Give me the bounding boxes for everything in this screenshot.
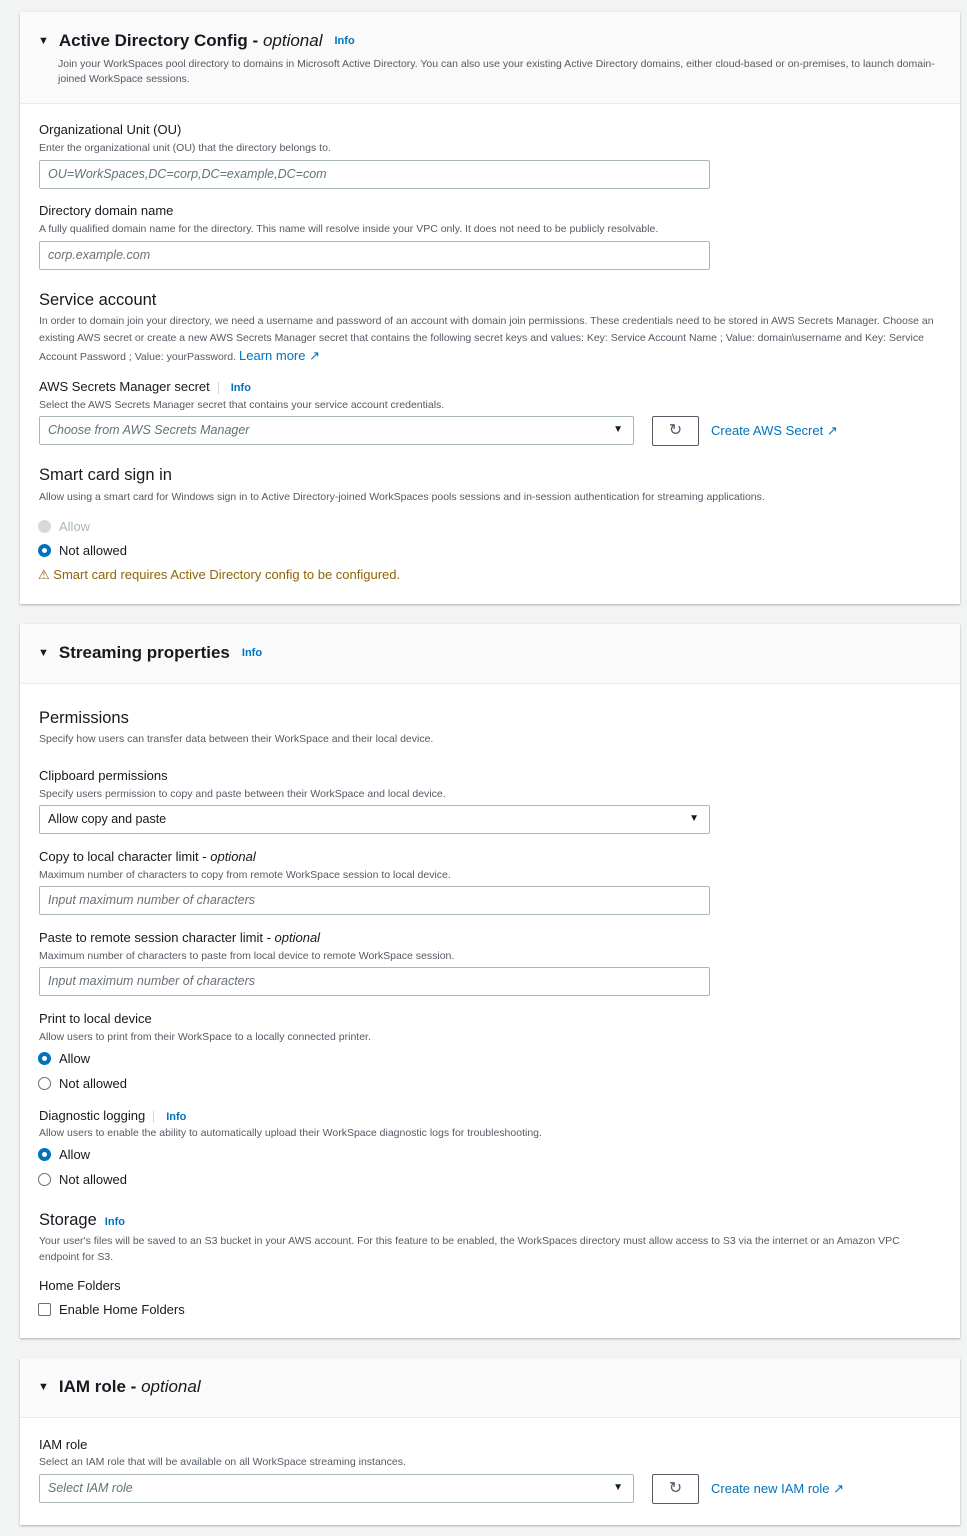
copy-limit-hint: Maximum number of characters to copy from remote WorkSpace session to local device.: [39, 869, 451, 881]
smart-card-warning: ⚠ Smart card requires Active Directory config to be configured.: [38, 567, 401, 582]
iam-role-hint: Select an IAM role that will be available on all WorkSpace streaming instances.: [39, 1456, 406, 1468]
refresh-icon: ↻: [668, 422, 683, 439]
info-link[interactable]: Info: [241, 647, 263, 659]
caret-down-icon: ▼: [38, 35, 49, 47]
optional-label: optional: [141, 1377, 201, 1396]
paste-limit-hint: Maximum number of characters to paste from local device to remote WorkSpace session.: [39, 950, 455, 962]
diagnostic-hint: Allow users to enable the ability to automatically upload their WorkSpace diagnostic logs for troubleshooting.: [39, 1127, 542, 1139]
refresh-icon: ↻: [668, 1480, 683, 1497]
smart-card-heading: Smart card sign in: [39, 466, 172, 484]
copy-limit-label: Copy to local character limit - optional: [39, 849, 256, 864]
permissions-heading: Permissions: [39, 709, 129, 727]
secret-select[interactable]: Choose from AWS Secrets Manager ▼: [39, 416, 634, 445]
streaming-expand-toggle[interactable]: [38, 643, 942, 663]
warning-icon: ⚠: [38, 567, 50, 582]
domain-input[interactable]: corp.example.com: [39, 241, 710, 270]
paste-limit-label: Paste to remote session character limit - optional: [39, 930, 321, 945]
optional-label: optional: [262, 31, 323, 50]
paste-limit-input[interactable]: Input maximum number of characters: [39, 967, 710, 996]
create-secret-link[interactable]: Create AWS Secret ↗: [711, 423, 838, 438]
ad-expand-toggle[interactable]: ▼ Active Directory Config - optional Info: [38, 31, 355, 50]
iam-role-label: IAM role: [39, 1437, 88, 1452]
panel-title: Streaming properties: [58, 643, 230, 662]
permissions-description: Specify how users can transfer data between their WorkSpace and their local device.: [39, 733, 434, 745]
home-folders-label: Home Folders: [39, 1278, 121, 1293]
refresh-button[interactable]: [652, 416, 699, 446]
print-hint: Allow users to print from their WorkSpace to a locally connected printer.: [39, 1031, 371, 1043]
copy-limit-input[interactable]: Input maximum number of characters: [39, 886, 710, 915]
print-allow-radio[interactable]: Allow: [38, 1051, 90, 1066]
caret-down-icon: ▼: [38, 647, 49, 659]
ou-label: Organizational Unit (OU): [39, 122, 182, 137]
external-link-icon: ↗: [833, 1481, 845, 1496]
home-folders-checkbox[interactable]: Enable Home Folders: [38, 1302, 185, 1317]
print-not-allowed-radio[interactable]: Not allowed: [38, 1076, 127, 1091]
smart-card-not-allowed-radio[interactable]: Not allowed: [38, 543, 127, 558]
dropdown-caret-icon: ▼: [689, 813, 699, 824]
info-link[interactable]: Info: [230, 382, 251, 394]
diagnostic-allow-radio[interactable]: Allow: [38, 1147, 90, 1162]
clipboard-label: Clipboard permissions: [39, 768, 168, 783]
panel-title: IAM role: [58, 1377, 126, 1396]
caret-down-icon: ▼: [38, 1381, 49, 1393]
domain-hint: A fully qualified domain name for the directory. This name will resolve inside your VPC only. It does not need to be publicly resolvable.: [39, 223, 659, 235]
info-link[interactable]: Info: [166, 1111, 187, 1123]
domain-label: Directory domain name: [39, 203, 174, 218]
dropdown-caret-icon: ▼: [613, 424, 623, 435]
info-link[interactable]: Info: [334, 35, 355, 47]
secret-hint: Select the AWS Secrets Manager secret that contains your service account credentials.: [39, 399, 445, 411]
iam-role-panel: [20, 1358, 960, 1525]
external-link-icon: ↗: [826, 423, 838, 438]
panel-header: [20, 12, 960, 104]
clipboard-hint: Specify users permission to copy and paste between their WorkSpace and local device.: [39, 788, 446, 800]
ou-input[interactable]: OU=WorkSpaces,DC=corp,DC=example,DC=com: [39, 160, 710, 189]
diagnostic-label: Diagnostic logging Info: [39, 1108, 187, 1123]
refresh-button[interactable]: [652, 1474, 699, 1504]
storage-description: Your user's files will be saved to an S3 bucket in your AWS account. For this feature to be enabled, the WorkSpaces directory must allow access to S3 via the internet or an Amazon VPC endpoint for S3.: [39, 1235, 900, 1263]
service-account-description: In order to domain join your directory, we need a username and password of an account with domain join permissions. These credentials need to be stored in AWS Secrets Manager. Choose an existing AWS secret or create a new AWS Secrets Manager secret that contains the following secret keys and values: Key: Service Account Name ; Value: domain\username and Key: Service Account Password ; Value: yourPassword.: [39, 315, 934, 363]
print-label: Print to local device: [39, 1011, 152, 1026]
smart-card-allow-radio[interactable]: Allow: [38, 519, 90, 534]
active-directory-panel: [20, 12, 960, 604]
info-link[interactable]: Info: [104, 1216, 125, 1228]
diagnostic-not-allowed-radio[interactable]: Not allowed: [38, 1172, 127, 1187]
iam-role-select[interactable]: Select IAM role ▼: [39, 1474, 634, 1503]
panel-title: Active Directory Config: [58, 31, 248, 50]
ou-hint: Enter the organizational unit (OU) that the directory belongs to.: [39, 142, 331, 154]
service-account-heading: Service account: [39, 291, 157, 309]
streaming-properties-panel: [20, 624, 960, 1338]
iam-expand-toggle[interactable]: ▼ IAM role - optional: [38, 1377, 201, 1396]
panel-description: Join your WorkSpaces pool directory to domains in Microsoft Active Directory. You can also use your existing Active Directory domains, either cloud-based or on-premises, to launch domain-joined WorkSpace sessions.: [58, 58, 935, 85]
secret-label: AWS Secrets Manager secret Info: [39, 379, 251, 394]
create-iam-role-link[interactable]: Create new IAM role ↗: [711, 1481, 845, 1496]
smart-card-description: Allow using a smart card for Windows sign in to Active Directory-joined WorkSpaces pools sessions and in-session authentication for streaming applications.: [39, 491, 765, 503]
external-link-icon: ↗: [309, 348, 321, 363]
learn-more-link[interactable]: Learn more ↗: [239, 348, 321, 363]
clipboard-select[interactable]: Allow copy and paste ▼: [39, 805, 710, 834]
storage-heading: Storage Info: [39, 1211, 125, 1229]
dropdown-caret-icon: ▼: [613, 1482, 623, 1493]
